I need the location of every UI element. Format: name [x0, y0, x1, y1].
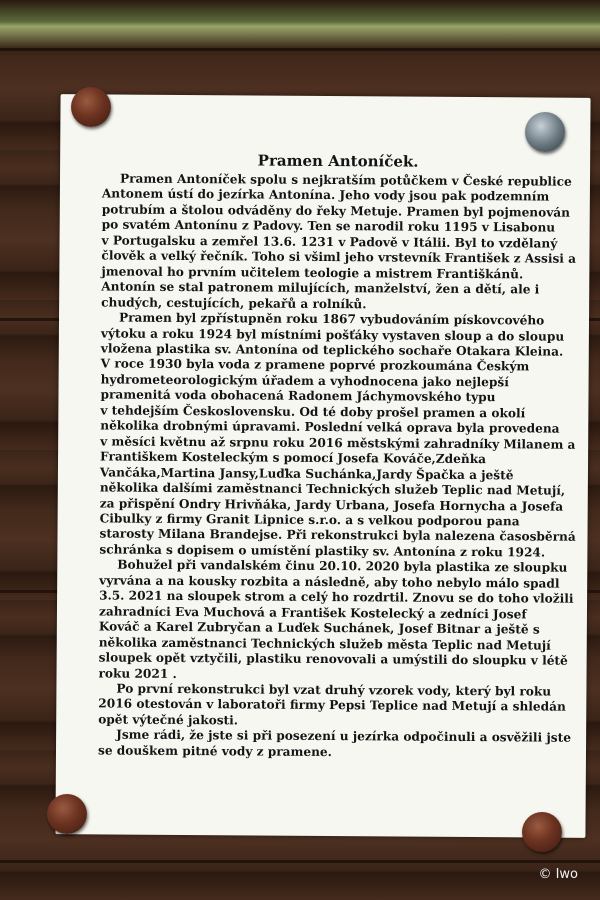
- notice-line: potrubím a štolou odváděny do řeky Metuje. Pramen byl pojmenován: [101, 202, 571, 220]
- notice-body: [97, 171, 577, 761]
- pushpin-top-right: [525, 112, 565, 152]
- notice-line: vyrvána a na kousky rozbita a následně, aby toho nebylo málo spadl: [99, 573, 560, 591]
- notice-line: Antonín se stal patronem milujících, manželství, žen a dětí, ale i: [101, 279, 540, 297]
- notice-line: jmenoval ho prvním učitelem teologie a mistrem Františkánů.: [101, 264, 524, 282]
- notice-line: chudých, cestujících, pekařů a rolníků.: [101, 295, 367, 311]
- plank-gap: [0, 860, 600, 863]
- notice-paragraph: [97, 727, 571, 762]
- notice-line: několika zaměstnanci Technických služeb města Teplic nad Metují: [98, 635, 551, 653]
- notice-line: vložena plastika sv. Antonína od teplického sochaře Otakara Kleina.: [100, 341, 564, 359]
- notice-line: Cibulky z firmy Granit Lipnice s.r.o. a s velkou podporou pana: [99, 511, 520, 529]
- notice-line: starosty Milana Brandejse. Při rekonstrukci byla nalezena časosběrná: [99, 526, 576, 545]
- notice-line: sloupek opět vztyčili, plastiku renovovali a umýstili do sloupku v létě: [98, 650, 568, 668]
- notice-line: schránka s dopisem o umístění plastiky sv. Antonína z roku 1924.: [99, 542, 546, 560]
- notice-line: několika dalšími zaměstnanci Technických služeb Teplic nad Metují,: [99, 480, 566, 498]
- copyright-watermark: © Iwo: [538, 867, 578, 882]
- notice-line: roku 2021 .: [98, 665, 177, 681]
- notice-line: Antonem ústí do jezírka Antonína. Jeho vody jsou pak podzemním: [101, 186, 550, 205]
- background-foliage-strip: [0, 0, 600, 48]
- notice-line: v měsíci květnu až srpnu roku 2016 městskými zahradníky Milanem a: [100, 434, 576, 452]
- notice-line: Jsme rádi, že jste si při posezení u jezírka odpočinuli a osvěžili jste: [116, 727, 571, 746]
- notice-text: [97, 150, 577, 761]
- notice-line: Po první rekonstrukci byl vzat druhý vzorek vody, který byl roku: [116, 681, 552, 699]
- notice-line: po svatém Antonínu z Padovy. Ten se narodil roku 1195 v Lisabonu: [101, 217, 556, 235]
- notice-line: V roce 1930 byla voda z pramene poprvé prozkoumána Českým: [100, 356, 530, 374]
- notice-line: v Portugalsku a zemřel 13.6. 1231 v Padově v Itálii. Byl to vzdělaný: [101, 233, 558, 251]
- notice-line: Pramen Antoníček spolu s nejkratším potůčkem v České republice: [119, 171, 572, 189]
- pushpin-bottom-right: [522, 812, 562, 852]
- notice-paragraph: [99, 310, 576, 561]
- notice-line: člověk a velký řečník. Toho si všiml jeho vrstevník František z Assisi a: [101, 248, 577, 267]
- notice-line: hydrometeorologickým úřadem a vyhodnocena jako nejlepší: [100, 372, 509, 390]
- notice-line: výtoku a roku 1924 byl místními pošťáky vystaven sloup a do sloupu: [100, 325, 565, 344]
- notice-line: Františkem Kosteleckým s pomocí Josefa Kováče,Zdeňka: [100, 449, 487, 467]
- notice-line: se douškem pitné vody z pramene.: [97, 743, 332, 759]
- notice-line: za přispění Ondry Hrivňáka, Jardy Urbana, Josefa Hornycha a Josefa: [99, 495, 564, 514]
- plank-gap: [0, 48, 600, 51]
- notice-line: Kováč a Karel Zubryčan a Luďek Suchánek, Josef Bitnar a ještě s: [98, 619, 540, 637]
- notice-sheet: [55, 94, 590, 838]
- notice-line: 3.5. 2021 na sloupek strom a celý ho rozdrtil. Znovu se do toho vložili: [99, 588, 574, 606]
- notice-line: několika drobnými úpravami. Poslední velká oprava byla provedena: [100, 418, 560, 436]
- pushpin-top-left: [71, 87, 111, 127]
- notice-line: opět výtečné jakosti.: [98, 712, 239, 728]
- notice-line: Bohužel při vandalském činu 20.10. 2020 byla plastika ze sloupku: [117, 557, 568, 576]
- notice-title: Pramen Antoníček.: [257, 151, 419, 171]
- notice-line: Pramen byl zpřístupněn roku 1867 vybudováním pískovcového: [118, 310, 545, 328]
- notice-paragraph: [101, 171, 577, 313]
- notice-line: pramenitá voda obohacená Radonem Jáchymovského typu: [100, 387, 496, 405]
- notice-line: Vančáka,Martina Jansy,Luďka Suchánka,Jardy Špačka a ještě: [99, 465, 514, 482]
- notice-line: 2016 otestován v laboratoři firmy Pepsi Teplice nad Metují a shledán: [98, 696, 566, 715]
- notice-line: v tehdejším Československu. Od té doby prošel pramen a okolí: [100, 403, 526, 421]
- notice-paragraph: [98, 681, 566, 731]
- notice-paragraph: [98, 557, 574, 685]
- notice-line: zahradníci Eva Muchová a František Kostelecký a zedníci Josef: [98, 604, 527, 622]
- pushpin-bottom-left: [47, 794, 87, 834]
